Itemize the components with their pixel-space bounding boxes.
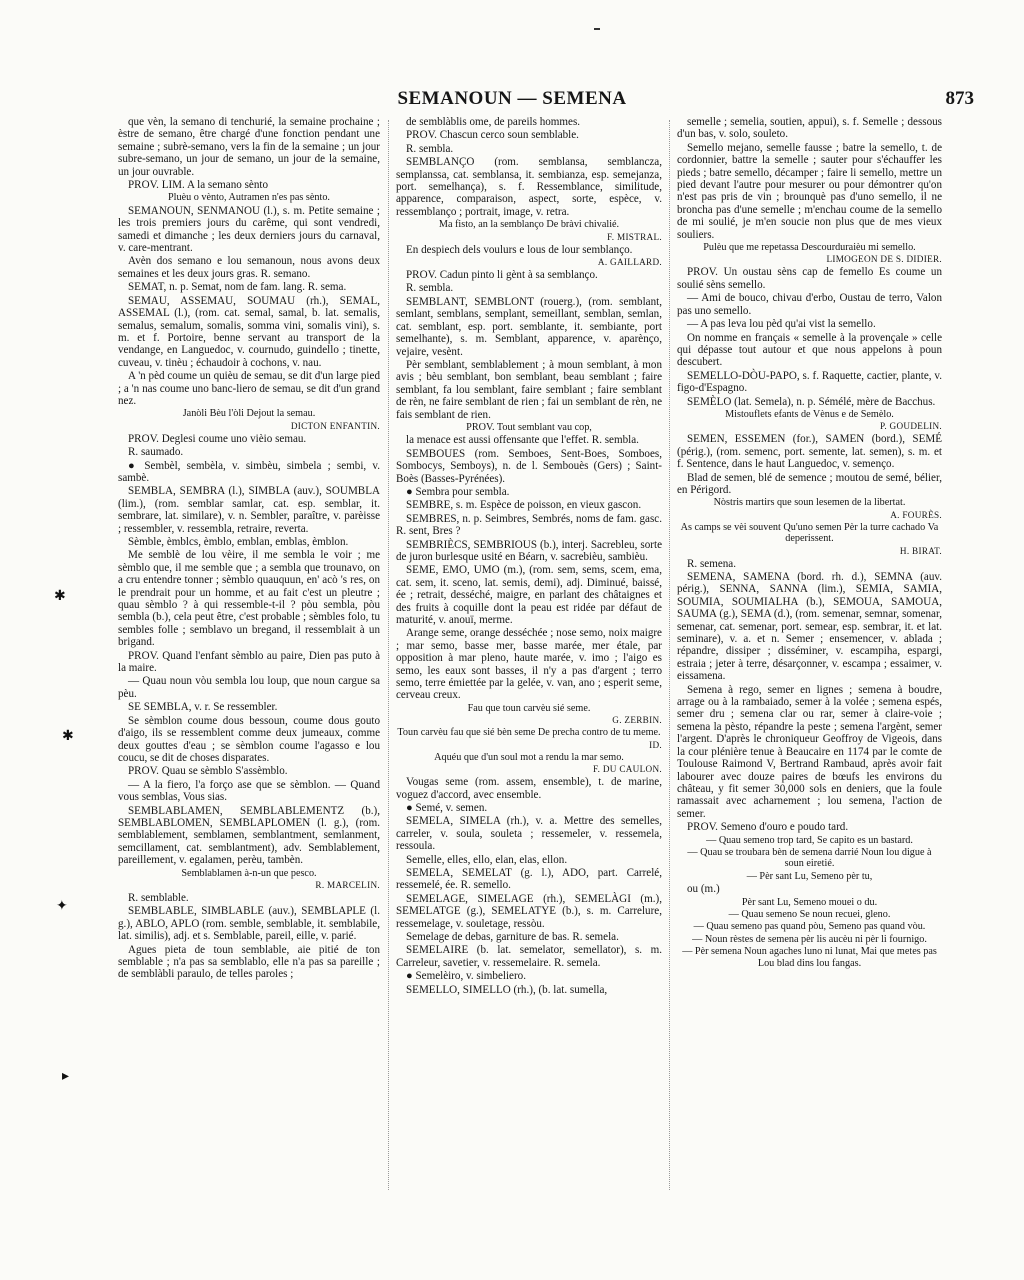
entry-paragraph: PROV. LIM. A la semano sènto — [128, 179, 269, 192]
citation-author: P. GOUDELIN. — [879, 421, 942, 432]
entry-paragraph: PROV. Quau se sèmblo S'assèmblo. — [128, 765, 288, 778]
margin-mark: ✦ — [56, 899, 68, 914]
entry-paragraph: — A pas leva lou pèd qu'ai vist la semello. — [687, 318, 876, 331]
quoted-verse: — Pèr sant Lu, Semeno pèr tu, — [746, 870, 873, 882]
citation-author: LIMOGEON DE S. DIDIER. — [826, 254, 942, 265]
column-1 — [118, 116, 380, 1191]
margin-mark: ▸ — [62, 1069, 70, 1084]
entry-paragraph: SEMBLANT, SEMBLONT (rouerg.), (rom. semblant, semlant, semblans, semplant, semeillant, semblan, semlan, cat. semblant, esp. port. semblante, it. sembiante, port semelhante), s. m. Semblant, apparence, v. aparènço, vejaire, vesènt. — [396, 295, 662, 358]
entry-paragraph: SEMBOUES (rom. Semboes, Sent-Boes, Somboes, Sombocys, Semboys), n. de l. Sembouès (Gers) ; Saint-Boès (Basses-Pyrénées). — [396, 447, 662, 485]
column-divider — [669, 120, 670, 1190]
quoted-verse: — Noun rèstes de semena pèr lis aucèu ni pèr li fournigo. — [692, 933, 927, 945]
entry-paragraph: SEMÈLO (lat. Semela), n. p. Sémélé, mère de Bacchus. — [687, 395, 936, 408]
column-divider — [388, 120, 389, 1190]
quoted-verse: — Quau semeno Se noun recuei, gleno. — [728, 908, 891, 920]
entry-paragraph: Arange seme, orange desséchée ; nose semo, noix maigre ; mar semo, basse mer, basse marée, mer étale, par opposition à mar pleno, haute marée, v. imo ; l'aigo es semo, les eaux sont basses, il n'y a pas d'argent ; terro semo, terre émiettée par la gelée, v. van, ano ; esperit seme, cerveau creux. — [396, 627, 662, 702]
entry-paragraph: En despiech dels voulurs e lous de lour semblanço. — [406, 243, 633, 256]
citation-author: F. DU CAULON. — [592, 764, 662, 775]
entry-paragraph: SEMBRES, n. p. Seimbres, Sembrés, noms de fam. gasc. R. sent, Bres ? — [396, 512, 662, 538]
entry-paragraph: Semello mejano, semelle fausse ; batre la semello, t. de cordonnier, battre la semelle ; sauter pour s'échauffer les pieds ; batre semello, décamper ; faire li semello, mettre un pied devant l'autre pour mesurer ou pour démontrer qu'on n'est pas pris de vin ; brounquè pas d'uno semello, il ne broncha pas d'une semelle ; m'enchau coume de la semello de mi soulié, je m'en soucie non plus que de mes vieux souliers. — [677, 141, 942, 241]
entry-paragraph: SE SEMBLA, v. r. Se ressembler. — [128, 701, 278, 714]
column-3 — [677, 116, 942, 1206]
entry-paragraph: que vèn, la semano di tenchurié, la semaine prochaine ; èstre de semano, être chargé d'une fonction pendant une semaine ; subrè-semano, vers la fin de la semaine ; un jour subre-semano, un jour de semano, un jour de la semaine, un jour ouvrable. — [118, 116, 380, 178]
entry-paragraph: PROV. Cadun pinto li gènt à sa semblanço. — [406, 269, 598, 282]
citation-author: DICTON ENFANTIN. — [290, 420, 380, 431]
quoted-verse: As camps se vèi souvent Qu'uno semen Pèr la turre cachado Va deperissent. — [680, 521, 939, 545]
entry-paragraph: — Quau noun vòu sembla lou loup, que noun cargue sa pèu. — [118, 675, 380, 700]
entry-paragraph: Semena à rego, semer en lignes ; semena à boudre, arrage ou à la rambaiado, semer à la volée ; semena espés, semer dru ; semena clar ou rar, semer à claire-voie ; semena la pèsto, répandre la peste ; semena l'argènt, semer l'argent. D'après le chroniqueur Geoffroy de Vigeois, dans la cour plénière tenue à Beaucaire en 1174 par le comte de Toulouse Raimond V, Bertrand Rambaud, après avoir fait labourer avec douze paires de bœufs les environs du château, y fit semer 30,000 sols en deniers, que la foule ramassait avec acharnement ; lou semena, l'action de semer. — [677, 683, 942, 820]
margin-mark: ✱ — [54, 589, 66, 604]
entry-paragraph: PROV. Quand l'enfant sèmblo au paire, Dien pas puto à la maire. — [118, 649, 380, 675]
margin-mark: ✱ — [62, 729, 74, 744]
entry-paragraph: Avèn dos semano e lou semanoun, nous avons deux semaines et les deux jours gras. R. semano. — [118, 255, 380, 280]
entry-paragraph: SEMBLA, SEMBRA (l.), SIMBLA (auv.), SOUMBLA (lim.), (rom. semblar samlar, cat. esp. semblar, it. sembrare, lat. similare), v. n. Sembler, paraître, v. parèisse ; ressembler, v. ressembla, retraire, reverta. — [118, 485, 380, 535]
entry-paragraph: Sèmble, èmblcs, èmblo, emblan, emblas, èmblon. — [128, 536, 349, 548]
entry-paragraph: PROV. Semeno d'ouro e poudo tard. — [687, 821, 849, 834]
entry-paragraph: Blad de semen, blé de semence ; moutou de semé, bélier, en Périgord. — [677, 471, 942, 496]
entry-paragraph: SEMAT, n. p. Semat, nom de fam. lang. R. sema. — [128, 281, 347, 294]
quoted-verse: Janòli Bèu l'òli Dejout la semau. — [182, 408, 316, 420]
entry-paragraph: SEMBRIÈCS, SEMBRIOUS (b.), interj. Sacrebleu, sorte de juron burlesque usité en Béarn, v. sacrebièu, sambièu. — [396, 538, 662, 563]
entry-paragraph: SEMELA, SIMELA (rh.), v. a. Mettre des semelles, carreler, v. soula, souleta ; ressemeler, v. ressemela, ressoula. — [396, 815, 662, 853]
citation-author: A. FOURÈS. — [890, 509, 942, 520]
entry-paragraph: R. saumado. — [128, 446, 184, 459]
entry-paragraph: ● Semelèiro, v. simbeliero. — [406, 970, 526, 983]
entry-paragraph: ● Sembra pour sembla. — [406, 485, 510, 498]
entry-paragraph: R. sembla. — [406, 282, 454, 295]
entry-paragraph: SEMELAGE, SIMELAGE (rh.), SEMELÀGI (m.), SEMELATGE (g.), SEMELATYE (b.), s. m. Carrelure, ressemelage, v. souletage, ressòu. — [396, 892, 662, 930]
entry-paragraph: SEMBRE, s. m. Espèce de poisson, en vieux gascon. — [406, 499, 642, 512]
page-number: 873 — [945, 88, 974, 109]
entry-paragraph: SEMBLABLE, SIMBLABLE (auv.), SEMBLAPLE (l. g.), ABLO, APLO (rom. semble, semblable, it. semblabile, lat. similis), adj. et s. Semblable, pareil, eille, v. parié. — [118, 905, 380, 943]
entry-paragraph: Pèr semblant, semblablement ; à moun semblant, à mon avis ; bèu semblant, bon semblant, beau semblant ; faire semblant, fa lou semblant, faire semblant ; faire semblant de rèn, ne faire semblant de rien ; fai un semblant de rèn, ne fais semblant de rien. — [396, 358, 662, 421]
entry-paragraph: SEMBLANÇO (rom. semblansa, semblancza, semplanssa, cat. semblansa, it. sembianza, esp. semejanza, port. semelhança), s. f. Ressemblance, similitude, apparence, comparaison, aspect, sorte, espèce, v. ressemblanço ; portrait, image, v. retra. — [396, 156, 662, 218]
quoted-verse: — Quau se troubara bèn de semena darrié Noun lou digue à soun eiretié. — [687, 846, 932, 870]
entry-paragraph: PROV. Un oustau sèns cap de femello Es coume un soulié sèns semello. — [677, 266, 942, 291]
citation-author: R. MARCELIN. — [315, 879, 380, 890]
quoted-verse: Aquéu que d'un soul mot a rendu la mar semo. — [434, 751, 624, 763]
entry-paragraph: Me semblè de lou vèire, il me sembla le voir ; me sèmblo que, il me semble que ; a sembla que trounavo, on a cru entendre tonner ; sèmblo quauquun, en' acò 's res, on le prendrait pour un homme, et au fait c'est un pleutre ; quau sèmblo ? à qui ressemble-t-il ? pòu sembla, pòu sembla (b.), cela peut être, c'est probable ; sèmbles folo, tu sembles folle ; semblavo un bregand, il ressemblait à un brigand. — [118, 549, 380, 649]
citation-author: ID. — [649, 739, 662, 750]
citation-author: H. BIRAT. — [899, 545, 942, 556]
running-header: SEMANOUN — SEMENA — [397, 88, 627, 109]
entry-paragraph: Semelle, elles, ello, elan, elas, ellon. — [406, 853, 568, 866]
entry-paragraph: semelle ; semelia, soutien, appui), s. f. Semelle ; dessous d'un bas, v. solo, souleto. — [677, 116, 942, 141]
quoted-verse: PROV. Tout semblant vau cop, — [466, 421, 592, 433]
quoted-verse: Pulèu que me repetassa Descourduraièu mi semello. — [703, 242, 916, 254]
entry-paragraph: A 'n pèd coume un quièu de semau, se dit d'un large pied ; a 'n nas coume uno banc-liero de semau, se dit d'un grand nez. — [118, 370, 380, 407]
entry-paragraph: SEMELLO-DÒU-PAPO, s. f. Raquette, cactier, plante, v. figo-d'Espagno. — [677, 369, 942, 395]
print-mark — [594, 28, 600, 30]
quoted-verse: — Pèr semena Noun agaches luno ni lunat, Mai que metes pas Lou blad dins lou fangas. — [682, 946, 937, 969]
quoted-verse: Semblablamen à-n-un que pesco. — [181, 867, 317, 879]
quoted-verse: Fau que toun carvèu sié seme. — [467, 702, 591, 714]
entry-paragraph: Agues pieta de toun semblable, aie pitié de ton semblable ; n'a pas sa semblablo, elle n'a pas sa pareille ; de semblàbli paraulo, de telles paroles ; — [118, 943, 380, 981]
entry-paragraph: On nomme en français « semelle à la provençale » celle qui dépasse tout autour et que nous appelons à poun descubert. — [677, 331, 942, 369]
entry-paragraph: SEME, EMO, UMO (m.), (rom. sem, sems, scem, ema, cat. sem, it. sceno, lat. semis, demi), adj. Diminué, baissé, ée ; retrait, desséché, maigre, en parlant des châtaignes et des fruits à coquille dont la peau est ridée par défaut de maturité, v. anouï, merme. — [396, 564, 662, 627]
entry-paragraph: SEMELA, SEMELAT (g. l.), ADO, part. Carrelé, ressemelé, ée. R. semello. — [396, 866, 662, 892]
entry-paragraph: SEMBLABLAMEN, SEMBLABLEMENTZ (b.), SEMBLABLOMEN, SEMBLAPLOMEN (l. g.), (rom. semblablement, semblamen, semblantment, semlanment, semcillament, cat. semblantment), adv. Semblablement, pareillement, v. egalamen, perèu, tambèn. — [118, 804, 380, 867]
entry-paragraph: PROV. Chascun cerco soun semblable. — [406, 129, 579, 142]
column-2 — [396, 116, 662, 1201]
entry-paragraph: SEMANOUN, SENMANOU (l.), s. m. Petite semaine ; les trois premiers jours du carême, qui sont vendredi, samedi et dimanche ; les deux derniers jours du carnaval, v. care-mentrant. — [118, 204, 380, 255]
entry-paragraph: de semblàblis ome, de pareils hommes. — [406, 116, 581, 128]
entry-paragraph: PROV. Deglesi coume uno vièio semau. — [128, 432, 307, 445]
entry-paragraph: Vougas seme (rom. assem, ensemble), t. de marine, voguez d'accord, avec ensemble. — [396, 776, 662, 801]
quoted-verse: — Quau semeno trop tard, Se capito es un bastard. — [706, 834, 913, 846]
quoted-verse: Toun carvèu fau que sié bèn seme De precha contro de tu meme. — [397, 727, 661, 739]
quoted-verse: Nòstris martirs que soun lesemen de la libertat. — [713, 497, 906, 509]
entry-paragraph: SEMEN, ESSEMEN (for.), SAMEN (bord.), SEMÉ (périg.), (rom. semenc, port. semente, lat. semen), s. m. et f. Sentence, dans le haut Languedoc, v. semenço. — [677, 433, 942, 471]
quoted-verse: — Quau semeno pas quand pòu, Semeno pas quand vòu. — [693, 921, 926, 933]
entry-paragraph: SEMELLO, SIMELLO (rh.), (b. lat. sumella, — [406, 983, 608, 996]
entry-paragraph: ● Semé, v. semen. — [406, 801, 488, 814]
entry-paragraph: R. semblable. — [128, 891, 189, 904]
entry-paragraph: — Ami de bouco, chivau d'erbo, Oustau de terro, Valon pas uno semello. — [677, 292, 942, 317]
citation-author: A. GAILLARD. — [597, 257, 662, 268]
entry-paragraph: SEMAU, ASSEMAU, SOUMAU (rh.), SEMAL, ASSEMAL (l.), (rom. cat. semal, samal, b. lat. semalis, semalus, semalum, somalis, somma vini, somalis vini), s. m. et f. Portoire, benne servant au transport de la vendange, en Languedoc, v. cournudo, guindello ; tinette, cuveau, v. tinèu ; échaudoir à cochons, v. nau. — [118, 294, 380, 369]
quoted-verse: Pèr sant Lu, Semeno mouei o du. — [741, 896, 878, 908]
entry-paragraph: la menace est aussi offensante que l'effet. R. sembla. — [406, 434, 639, 447]
citation-author: G. ZERBIN. — [612, 715, 662, 726]
quoted-verse: Mistouflets efants de Vènus e de Semèlo. — [725, 408, 894, 420]
citation-author: F. MISTRAL. — [607, 231, 662, 242]
entry-paragraph: — A la fiero, l'a forço ase que se sèmblon. — Quand vous semblas, Vous sias. — [118, 778, 380, 804]
quoted-verse: Pluèu o vènto, Autramen n'es pas sènto. — [168, 192, 330, 204]
entry-paragraph: SEMENA, SAMENA (bord. rh. d.), SEMNA (auv. périg.), SENNA, SANNA (lim.), SEMIA, SAMIA, SOUMIA, SOUMIALHA (b.), SEMOUA, SAMOUA, SAUMA (g.), SEMA (d.), (rom. semenar, semnar, somenar, semenar, cat. semenar, port. semear, esp. sembrar, it. et lat. seminare), v. a. et n. Semer ; ensemencer, v. ablada ; répandre, dissiper ; disséminer, v. escampiha, espargi, estraia ; jeter à terre, désarçonner, v. escampa ; essaimer, v. eissamena. — [677, 571, 942, 683]
entry-paragraph: ou (m.) — [687, 883, 720, 896]
entry-paragraph: Semelage de debas, garniture de bas. R. semela. — [406, 930, 619, 943]
entry-paragraph: SEMELAIRE (b. lat. semelator, semellator), s. m. Carreleur, savetier, v. ressemelaire. R. semela. — [396, 944, 662, 969]
entry-paragraph: ● Sembèl, sembèla, v. simbèu, simbela ; sembi, v. sambè. — [118, 459, 380, 484]
quoted-verse: Ma fisto, an la semblanço De bràvi chivalié. — [438, 219, 620, 231]
entry-paragraph: R. sembla. — [406, 142, 454, 155]
entry-paragraph: R. semena. — [687, 557, 736, 570]
entry-paragraph: Se sèmblon coume dous bessoun, coume dous gouto d'aigo, ils se ressemblent comme deux jumeaux, comme deux gouttes d'eau ; se sèmblon coume l'agasso e lou coucu, se dit de choses disparates. — [118, 714, 380, 764]
